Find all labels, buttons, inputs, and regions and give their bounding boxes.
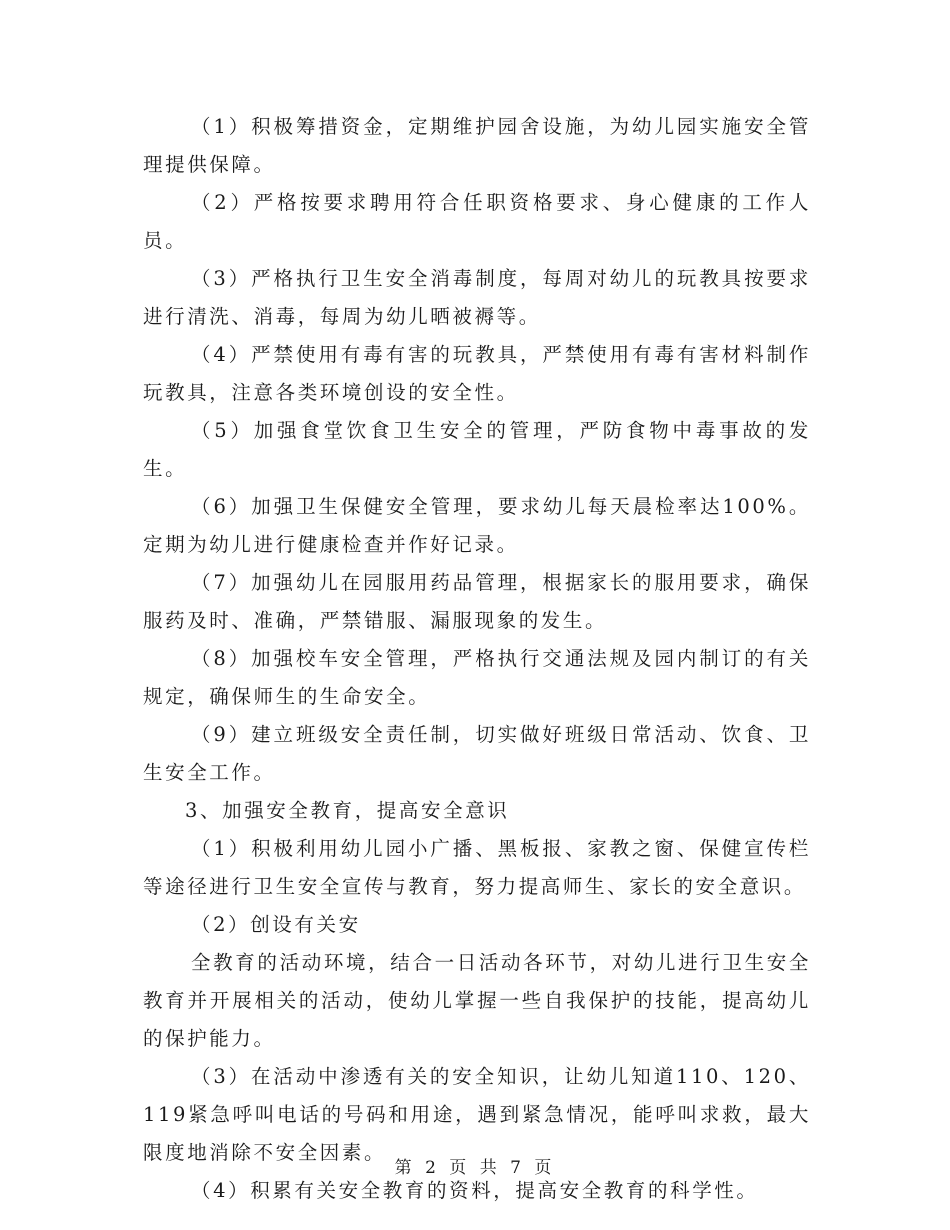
paragraph-6: （6）加强卫生保健安全管理，要求幼儿每天晨检率达100%。定期为幼儿进行健康检查并作好记录。: [143, 495, 811, 556]
paragraph-2: （2）严格按要求聘用符合任职资格要求、身心健康的工作人员。: [143, 191, 811, 252]
page-footer: 第 2 页 共 7 页: [394, 1158, 556, 1178]
paragraph-13: （3）在活动中渗透有关的安全知识，让幼儿知道110、120、119紧急呼叫电话的号码和用途，遇到紧急情况，能呼叫求救，最大限度地消除不安全因素。: [143, 1065, 811, 1164]
paragraph-11: （2）创设有关安: [191, 913, 361, 936]
paragraph-1: （1）积极筹措资金，定期维护园舍设施，为幼儿园实施安全管理提供保障。: [143, 115, 811, 176]
paragraph-9: （9）建立班级安全责任制，切实做好班级日常活动、饮食、卫生安全工作。: [143, 723, 811, 784]
section-heading: 3、加强安全教育，提高安全意识: [185, 799, 510, 822]
paragraph-12: 全教育的活动环境，结合一日活动各环节，对幼儿进行卫生安全教育并开展相关的活动，使幼儿掌握一些自我保护的技能，提高幼儿的保护能力。: [143, 951, 811, 1050]
paragraph-4: （4）严禁使用有毒有害的玩教具，严禁使用有毒有害材料制作玩教具，注意各类环境创设的安全性。: [143, 343, 811, 404]
paragraph-10: （1）积极利用幼儿园小广播、黑板报、家教之窗、保健宣传栏等途径进行卫生安全宣传与教育，努力提高师生、家长的安全意识。: [143, 837, 811, 898]
paragraph-7: （7）加强幼儿在园服用药品管理，根据家长的服用要求，确保服药及时、准确，严禁错服、漏服现象的发生。: [143, 571, 811, 632]
paragraph-8: （8）加强校车安全管理，严格执行交通法规及园内制订的有关规定，确保师生的生命安全。: [143, 647, 811, 708]
document-body: [143, 108, 811, 1210]
paragraph-5: （5）加强食堂饮食卫生安全的管理，严防食物中毒事故的发生。: [143, 419, 811, 480]
paragraph-3: （3）严格执行卫生安全消毒制度，每周对幼儿的玩教具按要求进行清洗、消毒，每周为幼儿晒被褥等。: [143, 267, 811, 328]
paragraph-14: （4）积累有关安全教育的资料，提高安全教育的科学性。: [191, 1179, 759, 1202]
